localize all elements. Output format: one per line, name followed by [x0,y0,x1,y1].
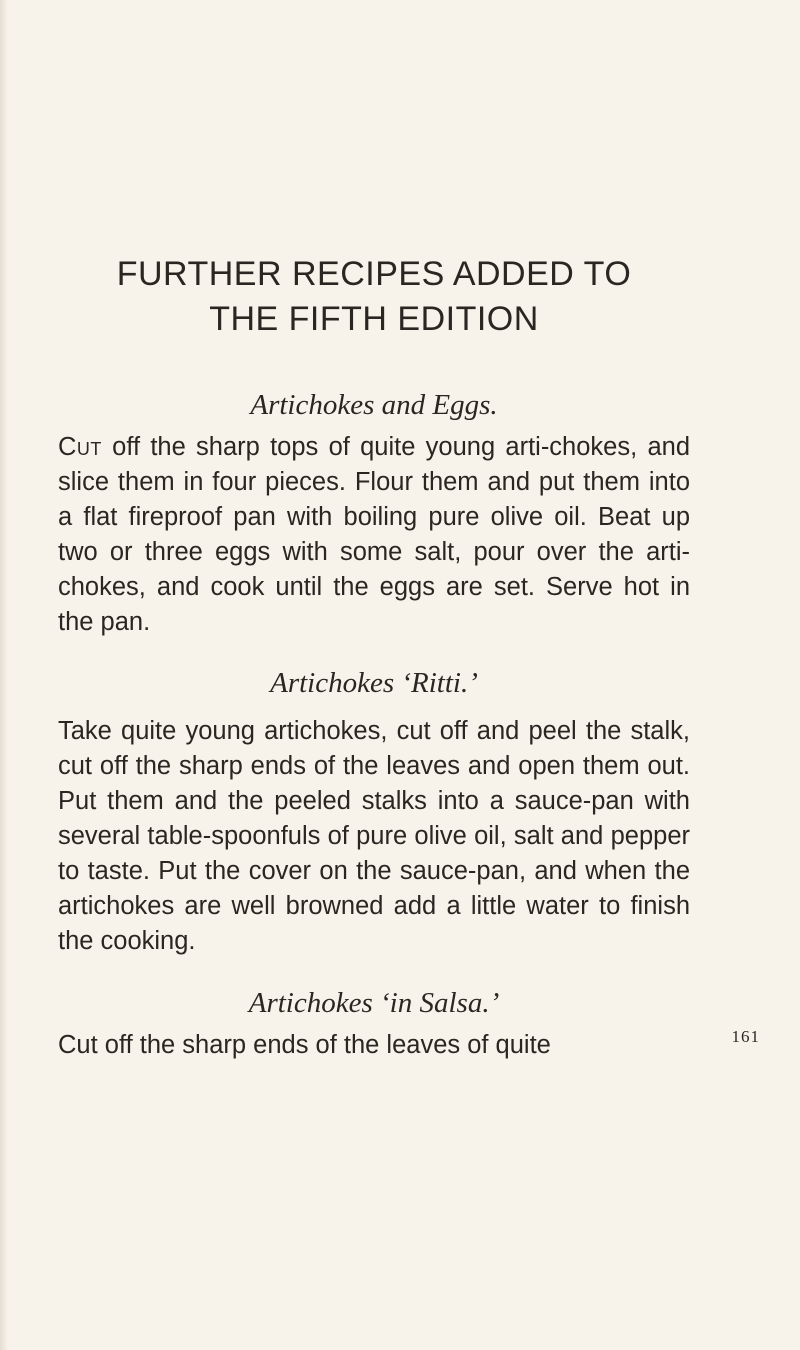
page-edge-shadow [0,0,8,1350]
recipe-artichokes-ritti [58,663,690,959]
heading-line-1: FURTHER RECIPES ADDED TO [116,255,632,293]
recipe-artichokes-in-salsa [58,983,690,1063]
page-heading [58,252,690,342]
recipe-title: Artichokes and Eggs. [250,389,498,421]
recipe-body: Take quite young artichokes, cut off and peel the stalk, cut off the sharp ends of the leaves and open them out. Put them and the peeled stalks into a sauce-pan with several table-spoonfuls of pure olive oil, salt and pepper to taste. Put the cover on the sauce-pan, and when the artichokes are well browned add a little water to finish the cooking. [58,717,690,955]
recipe-body [58,430,690,640]
recipe-text: off the sharp tops of quite young arti-chokes, and slice them in four pieces. Flour them and put them into a flat fireproof pan with boiling pure olive oil. Beat up two or three eggs with some salt, pour over the arti-chokes, and cook until the eggs are set. Serve hot in the pan. [58,433,690,636]
heading-line-2: THE FIFTH EDITION [209,300,539,338]
recipe-lead-word: Cut [58,433,102,461]
recipe-body: Cut off the sharp ends of the leaves of quite [58,1031,551,1059]
recipe-title: Artichokes ‘in Salsa.’ [248,987,500,1019]
recipe-title: Artichokes ‘Ritti.’ [270,667,478,699]
recipe-artichokes-and-eggs [58,385,690,640]
page-content [58,252,690,1063]
page-number: 161 [731,1027,760,1046]
